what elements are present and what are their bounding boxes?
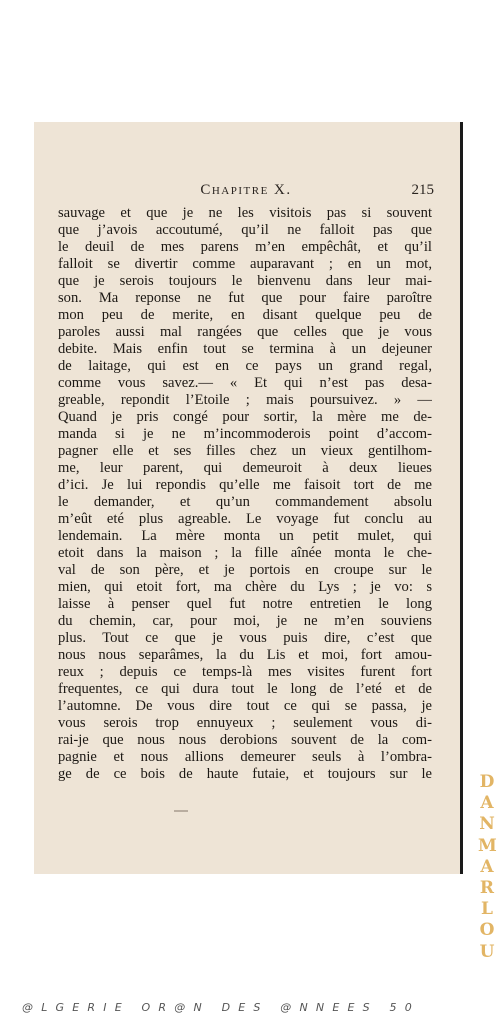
text-line: manda si je ne m’incommoderois point d’accom- [58,426,432,442]
text-line: comme vous savez.— « Et qui n’est pas desa- [58,375,432,391]
text-line: m’eût eté plus agreable. Le voyage fut conclu au [58,511,432,527]
text-line: paroles aussi mal rangées que celles que je vous [58,324,432,340]
chapter-title: Chapitre X. [200,182,292,198]
text-line: debite. Mais enfin tout se termina à un dejeuner [58,341,432,357]
watermark-letter: N [479,814,495,835]
text-line: laisse à penser quel fut notre entretien le long [58,596,432,612]
text-line: val de son père, et je portois en croupe sur le [58,562,432,578]
text-line: pagner elle et ses filles chez un vieux gentilhom- [58,443,432,459]
text-line: greable, repondit l’Etoile ; mais poursuivez. » — [58,392,432,408]
text-line: falloit se divertir comme auparavant ; en un mot, [58,256,432,272]
text-line: sauvage et que je ne les visitois pas si souvent [58,205,432,221]
text-line: mien, qui etoit fort, ma chère du Lys ; je vo: s [58,579,432,595]
text-line: le demander, et qu’un commandement absolu [58,494,432,510]
text-line: etoit dans la maison ; la fille aînée monta le che- [58,545,432,561]
watermark-letter: O [479,920,495,941]
watermark-letter: U [479,941,495,962]
page-number: 215 [411,182,434,198]
text-line: que j’avois accoutumé, qu’il ne falloit pas que [58,222,432,238]
watermark-letter: A [480,793,494,814]
text-line: nous nous separâmes, la du Lis et moi, fort amou- [58,647,432,663]
text-line: de laitage, qui est en ce pays un grand regal, [58,358,432,374]
text-line: mon peu de merite, en disant quelque peu de [58,307,432,323]
text-line: lendemain. La mère monta un petit mulet, qui [58,528,432,544]
text-line: ge de ce bois de haute futaie, et toujours sur le [58,766,432,782]
side-watermark [478,772,496,984]
text-line: frequentes, ce qui dura tout le long de l’eté et de [58,681,432,697]
text-line: le deuil de mes parens m’en empêchât, et qu’il [58,239,432,255]
text-line: d’ici. Je lui repondis qu’elle me faisoit tort de me [58,477,432,493]
watermark-letter: A [480,856,494,877]
text-line: me, leur parent, qui demeuroit à deux lieues [58,460,432,476]
text-line: que je serois toujours le bienvenu dans leur mai- [58,273,432,289]
watermark-letter: L [481,899,493,920]
text-line: l’automne. De vous dire tout ce qui se passa, je [58,698,432,714]
ink-smudge [174,810,188,812]
watermark-letter: M [478,835,497,856]
text-line: pagnie et nous allions demeurer seuls à l’ombra- [58,749,432,765]
text-line: plus. Tout ce que je vous puis dire, c’est que [58,630,432,646]
text-line: reux ; depuis ce temps-là mes visites furent fort [58,664,432,680]
watermark-letter: D [479,772,495,792]
text-line: rai-je que nous nous derobions souvent de la com- [58,732,432,748]
body-text [58,205,432,783]
text-line: Quand je pris congé pour sortir, la mère me de- [58,409,432,425]
text-line: du chemin, car, pour moi, je ne m’en souviens [58,613,432,629]
text-line: vous serois trop ennuyeux ; seulement vous di- [58,715,432,731]
bottom-watermark: @LGERIE OR@N DES @NNEES 50 [22,1001,420,1014]
text-line: son. Ma reponse ne fut que pour faire paroître [58,290,432,306]
running-header [58,182,434,202]
book-page [34,122,463,874]
watermark-letter: R [479,878,495,899]
